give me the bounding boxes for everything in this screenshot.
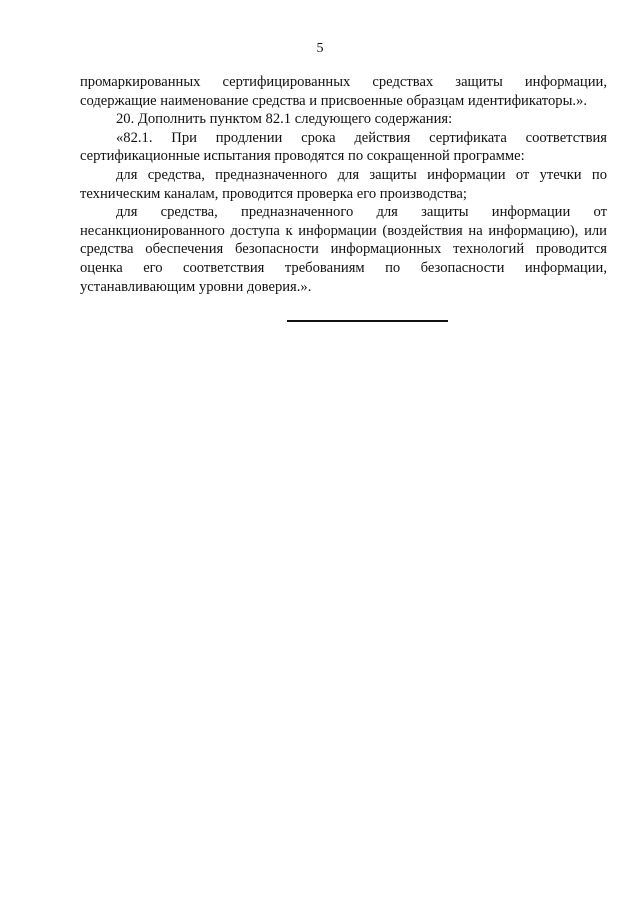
paragraph-continuation: промаркированных сертифицированных средствах защиты информации, содержащие наименование средства и присвоенные образцам идентификаторы.».: [80, 74, 607, 109]
paragraph-leakage-channels: для средства, предназначенного для защиты информации от утечки по техническим каналам, проводится проверка его производства;: [80, 166, 607, 202]
paragraph-unauthorized-access: для средства, предназначенного для защиты информации от несанкционированного доступа к информации (воздействия на информацию), или средства обеспечения безопасности информационных технологий проводится оценка его соответствия требованиям по безопасности информации, устанавливающим уровни доверия.».: [80, 204, 607, 295]
page-number: 5: [316, 41, 324, 56]
document-body: [80, 73, 607, 296]
paragraph-82-1-intro: «82.1. При продлении срока действия сертификата соответствия сертификационные испытания проводятся по сокращенной программе:: [80, 129, 607, 165]
paragraph-item-20: 20. Дополнить пунктом 82.1 следующего содержания:: [116, 111, 453, 128]
closing-divider-line: [287, 320, 448, 322]
